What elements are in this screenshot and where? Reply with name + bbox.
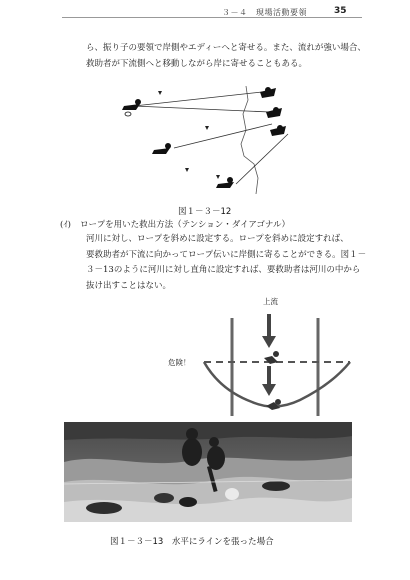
figure-12-caption: 図１－３－12 [178, 207, 232, 217]
body-line-4: 抜け出すことはない。 [86, 280, 172, 291]
label-danger: 危険！ [168, 358, 191, 367]
rope-line-3 [174, 124, 272, 148]
rope-line-2 [134, 106, 270, 112]
rescuer-figure-icon [122, 99, 141, 116]
victim-figure-icon [216, 177, 234, 188]
section-title: ロープを用いた救出方法（テンション・ダイアゴナル） [80, 220, 290, 230]
intro-line-2: 救助者が下流側へと移動しながら岸に寄せることもある。 [86, 58, 308, 69]
river-bank-line [241, 86, 258, 194]
figure-pendulum-diagram [110, 78, 290, 200]
intro-paragraph [86, 41, 366, 72]
flow-arrow-icon [262, 366, 276, 396]
rope-line-4 [236, 134, 288, 184]
current-arrow-icon [158, 82, 220, 179]
victim-figure-icon [152, 143, 171, 154]
swimmer-figure-icon [266, 399, 281, 410]
body-paragraph [86, 232, 369, 294]
rope-line-1 [134, 92, 262, 106]
page-number: 35 [334, 6, 347, 16]
body-line-1: 河川に対し、ロープを斜めに設定する。ロープを斜めに設定すれば、 [86, 234, 349, 244]
figure-13-caption: 図１－３－13 水平にラインを張った場合 [110, 537, 274, 547]
photo-river-scene [64, 422, 352, 522]
section-number: (ｲ) [60, 220, 71, 230]
river-rescue-photo [64, 422, 352, 522]
section-heading [60, 218, 290, 230]
figure-horizontal-line-diagram [160, 292, 360, 420]
body-line-3: ３－13のように河川に対し直角に設定すれば、要救助者は河川の中から [86, 265, 361, 275]
running-header-section: ３－４ 現場活動要領 [222, 8, 307, 17]
flow-arrow-icon [262, 314, 276, 348]
body-line-2: 要救助者が下流に向かってロープ伝いに岸側に寄ることができる。図１－ [86, 249, 367, 260]
intro-line-1: ら、振り子の要領で岸側やエディーへと寄せる。また、流れが強い場合、 [86, 43, 366, 53]
label-upstream: 上流 [263, 297, 278, 306]
header-rule [62, 17, 362, 18]
